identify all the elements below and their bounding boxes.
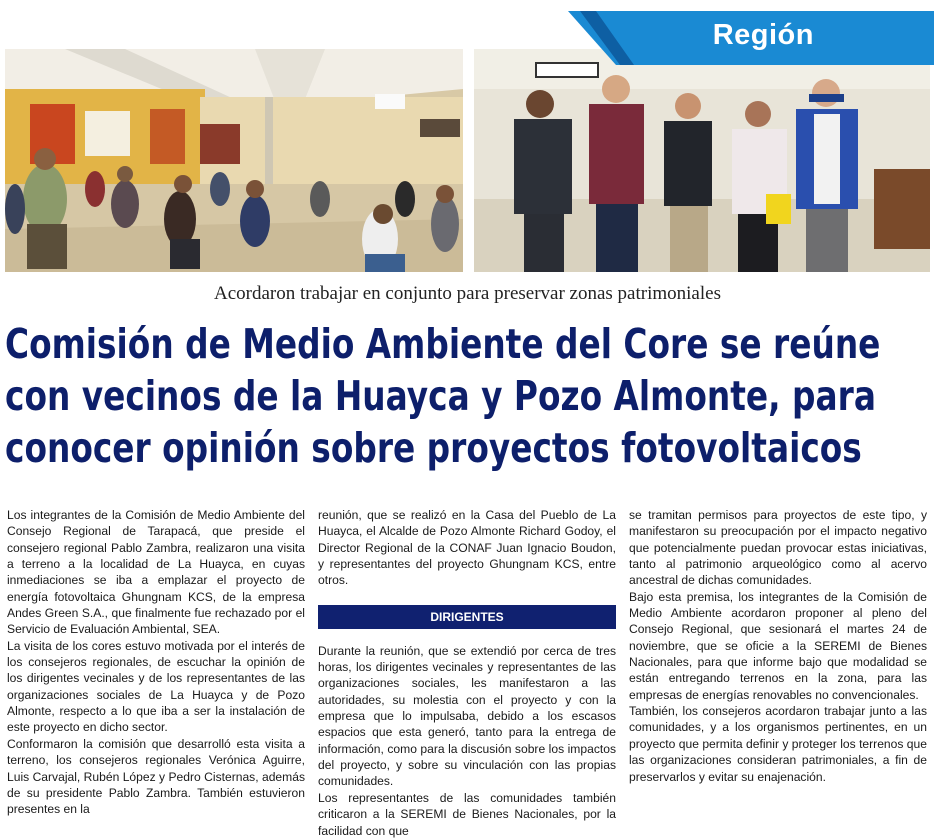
- headline-line: con vecinos de la Huayca y Pozo Almonte, para: [5, 372, 876, 420]
- paragraph: se tramitan permisos para proyectos de este tipo, y manifestaron su preocupación por el impacto negativo que potencialmente puedan provocar estas iniciativas, tanto al patrimonio arqueológico como al acervo ancestral de dichas comunidades.: [629, 508, 927, 588]
- paragraph: Durante la reunión, que se extendió por cerca de tres horas, los dirigentes vecinales y representantes de las organizaciones sociales, les manifestaron a las autoridades, su molestia con el proyecto y con la empresa que lo impulsaba, debido a los escasos espacios que esta generó, tanto para la entrega de información, como para la discusión sobre los impactos del proyecto, y sobre su vinculación con las propias comunidades.: [318, 643, 616, 789]
- paragraph: Los integrantes de la Comisión de Medio Ambiente del Consejo Regional de Tarapacá, que preside el consejero regional Pablo Zambra, realizaron una visita a terreno a la localidad de La Huayca, en cuyas inmediaciones se iba a emplazar el proyecto de energía fotovoltaica Ghungnam KCS, de la empresa Andes Green S.A., que finalmente fue rechazado por el Servicio de Evaluación Ambiental, SEA.: [7, 508, 305, 637]
- paragraph: También, los consejeros acordaron trabajar junto a las comunidades, y a los organismos pertinentes, en un proyecto que permita definir y proteger los terrenos que las organizaciones consideran patrimoniales, a fin de preservarlos y evitar su enajenación.: [629, 704, 927, 784]
- officials-photo: [474, 49, 930, 272]
- article-column-3: [629, 507, 927, 785]
- meeting-photo: [5, 49, 463, 272]
- section-label: Región: [712, 19, 814, 51]
- paragraph: Bajo esta premisa, los integrantes de la Comisión de Medio Ambiente acordaron proponer al pleno del Consejo Regional, que sesionará el martes 24 de noviembre, que se oficie a la SEREMI de Bienes Nacionales, para que informe bajo que modalidad se están entregando terrenos en la zona, para las empresas de energías renovables no convencionales.: [629, 589, 927, 702]
- article-column-2: [318, 507, 616, 839]
- subheading-dirigentes: DIRIGENTES: [318, 605, 616, 629]
- paragraph: Los representantes de las comunidades también criticaron a la SEREMI de Bienes Nacionales, por la facilidad con que: [318, 790, 616, 838]
- paragraph: reunión, que se realizó en la Casa del Pueblo de La Huayca, el Alcalde de Pozo Almonte Richard Godoy, el Director Regional de la CONAF Juan Ignacio Boudon, y representantes del proyecto Ghungnam KCS, entre otros.: [318, 508, 616, 588]
- paragraph: La visita de los cores estuvo motivada por el interés de los consejeros regionales, de escuchar la opinión de los dirigentes vecinales y de los representantes de las organizaciones sociales de La Huayca y de Pozo Almonte, respecto a lo que iba a ser la instalación de este proyecto en dicho sector.: [7, 638, 305, 735]
- subtitle: Acordaron trabajar en conjunto para preservar zonas patrimoniales: [214, 283, 721, 304]
- article-column-1: [7, 507, 305, 818]
- headline-line: Comisión de Medio Ambiente del Core se reúne: [5, 320, 881, 368]
- headline: [5, 318, 881, 474]
- paragraph: Conformaron la comisión que desarrolló esta visita a terreno, los consejeros regionales Verónica Aguirre, Luis Carvajal, Rubén López y Pedro Cisternas, además de su presidente Pablo Zambra. También estuvieron presentes en la: [7, 736, 305, 817]
- section-banner: [568, 11, 934, 65]
- headline-line: conocer opinión sobre proyectos fotovoltaicos: [5, 424, 862, 472]
